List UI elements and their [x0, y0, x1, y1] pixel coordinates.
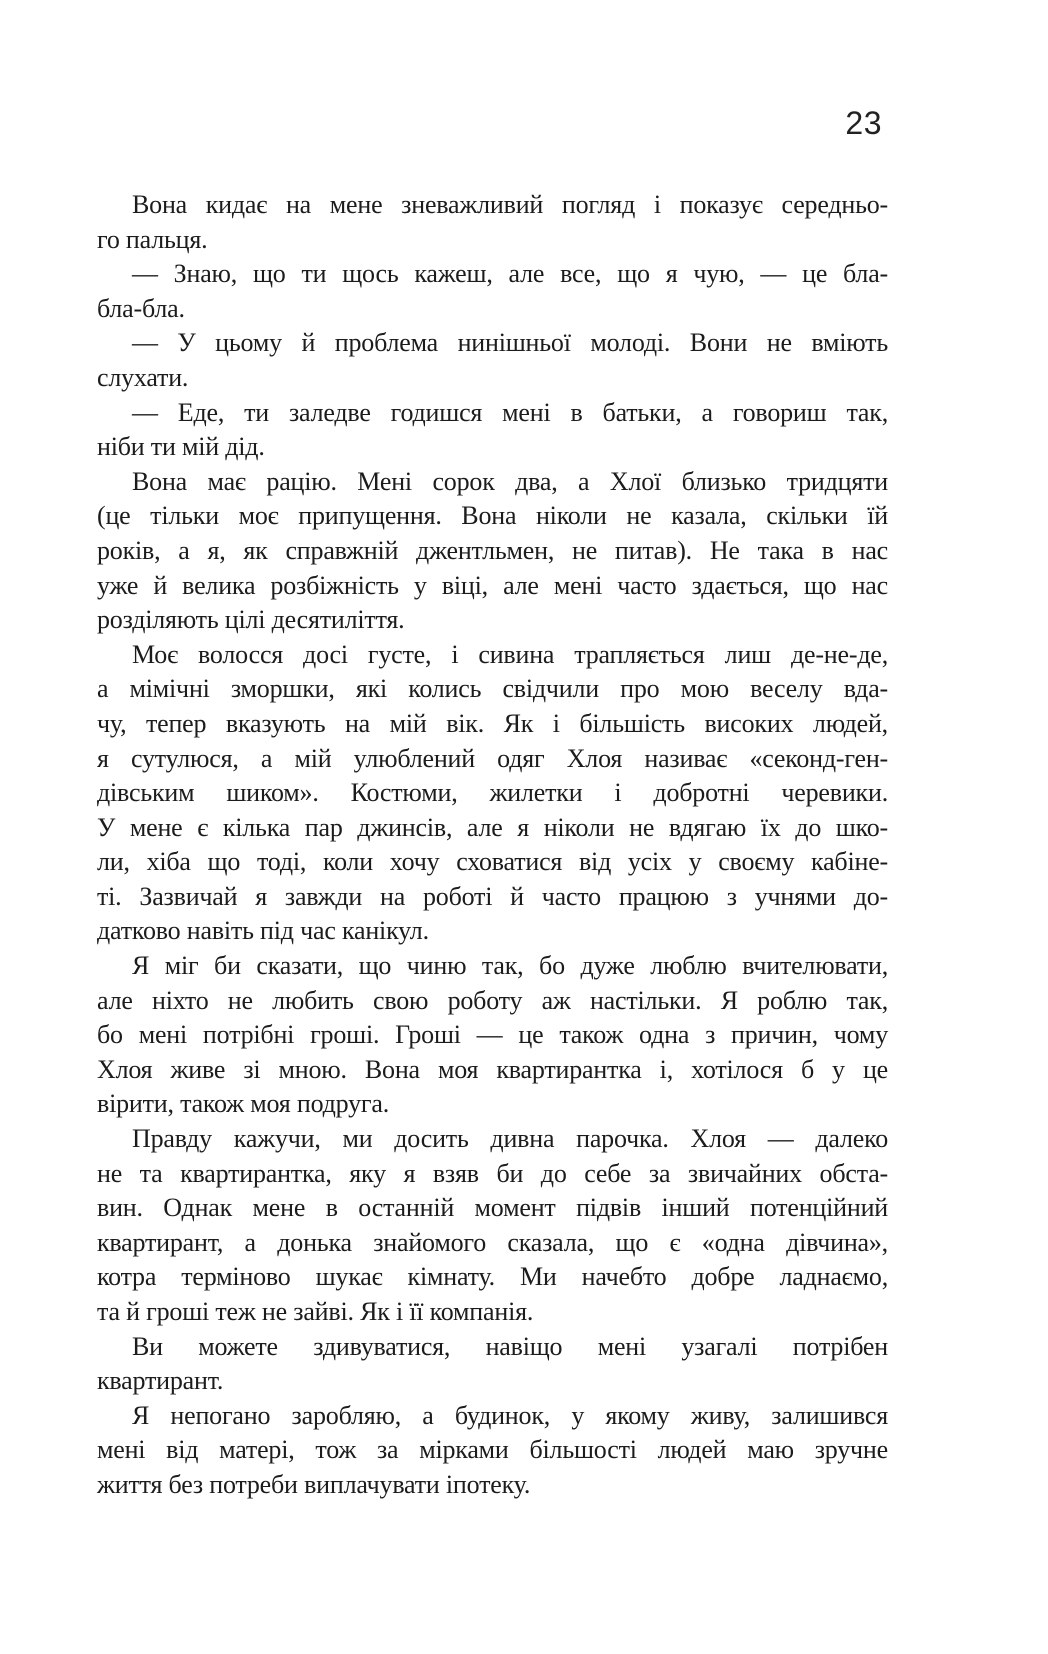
paragraph	[97, 326, 888, 395]
text-line: — У цьому й проблема нинішньої молоді. Вони не вміють	[132, 328, 888, 358]
text-line: Моє волосся досі густе, і сивина трапляється лиш де-не-де,	[132, 639, 888, 669]
text-line: уже й велика розбіжність у віці, але мені часто здається, що нас	[97, 570, 888, 600]
text-line: років, а я, як справжній джентльмен, не питав). Не така в нас	[97, 535, 888, 565]
text-line: дівським шиком». Костюми, жилетки і добротні черевики.	[97, 778, 888, 808]
text-line: — Еде, ти заледве годишся мені в батьки, а говориш так,	[132, 397, 888, 427]
text-line: Я непогано заробляю, а будинок, у якому живу, залишився	[132, 1400, 888, 1430]
text-line: вин. Однак мене в останній момент підвів інший потенційний	[97, 1193, 888, 1223]
text-line: мені від матері, тож за мірками більшості людей маю зручне	[97, 1435, 888, 1465]
text-line: ли, хіба що тоді, коли хочу сховатися від усіх у своєму кабіне-	[97, 847, 888, 877]
paragraph	[97, 1122, 888, 1330]
paragraph	[97, 257, 888, 326]
text-line: Я міг би сказати, що чиню так, бо дуже люблю вчителювати,	[132, 951, 888, 981]
text-line: Хлоя живе зі мною. Вона моя квартирантка і, хотілося б у це	[97, 1054, 888, 1084]
paragraph	[97, 1330, 888, 1399]
text-line: У мене є кілька пар джинсів, але я ніколи не вдягаю їх до шко-	[97, 812, 888, 842]
paragraph	[97, 949, 888, 1122]
text-line: бла-бла.	[97, 293, 185, 323]
text-line: Вона кидає на мене зневажливий погляд і показує середньо-	[132, 190, 888, 219]
text-line: квартирант.	[97, 1366, 224, 1396]
text-line: го пальця.	[97, 224, 208, 254]
text-line: ніби ти мій дід.	[97, 432, 265, 462]
page-body	[97, 188, 888, 1503]
text-line: Вона має рацію. Мені сорок два, а Хлої близько тридцяти	[132, 466, 888, 496]
text-line: (це тільки моє припущення. Вона ніколи не казала, скільки їй	[97, 501, 888, 531]
text-line: котра терміново шукає кімнату. Ми начебто добре ладнаємо,	[97, 1262, 888, 1292]
text-line: — Знаю, що ти щось кажеш, але все, що я чую, — це бла-	[132, 259, 888, 289]
page-number: 23	[845, 105, 882, 141]
text-line: розділяють цілі десятиліття.	[97, 605, 405, 635]
paragraph	[97, 465, 888, 638]
text-line: я сутулюся, а мій улюблений одяг Хлоя називає «секонд-ген-	[97, 743, 888, 773]
text-line: чу, тепер вказують на мій вік. Як і більшість високих людей,	[97, 708, 888, 738]
text-line: бо мені потрібні гроші. Гроші — це також одна з причин, чому	[97, 1020, 888, 1050]
text-line: Правду кажучи, ми досить дивна парочка. Хлоя — далеко	[132, 1124, 888, 1154]
paragraph	[97, 638, 888, 949]
text-line: вірити, також моя подруга.	[97, 1089, 390, 1119]
text-line: але ніхто не любить свою роботу аж настільки. Я роблю так,	[97, 985, 888, 1015]
text-line: датково навіть під час канікул.	[97, 916, 429, 946]
text-line: ті. Зазвичай я завжди на роботі й часто працюю з учнями до-	[97, 881, 888, 911]
text-line: не та квартирантка, яку я взяв би до себе за звичайних обста-	[97, 1158, 888, 1188]
text-line: життя без потреби виплачувати іпотеку.	[97, 1469, 531, 1499]
paragraph	[97, 188, 888, 257]
text-line: Ви можете здивуватися, навіщо мені узагалі потрібен	[132, 1331, 888, 1361]
paragraph	[97, 1399, 888, 1503]
text-line: слухати.	[97, 362, 189, 392]
paragraph	[97, 396, 888, 465]
text-line: та й гроші теж не зайві. Як і її компанія.	[97, 1297, 534, 1326]
text-line: квартирант, а донька знайомого сказала, що є «одна дівчина»,	[97, 1227, 888, 1257]
text-line: а мімічні зморшки, які колись свідчили про мою веселу вда-	[97, 674, 888, 704]
